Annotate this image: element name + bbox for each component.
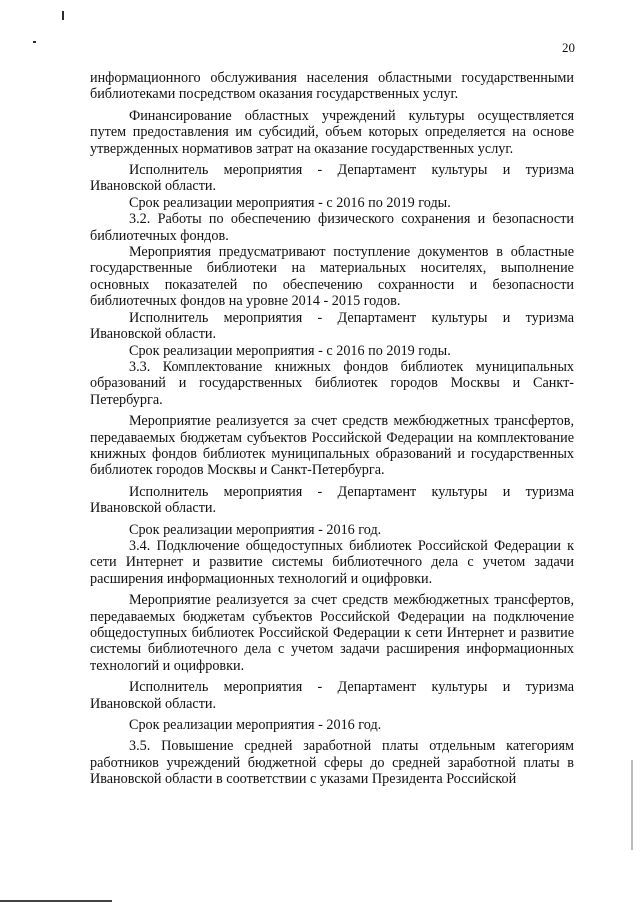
paragraph: Исполнитель мероприятия - Департамент культуры и туризма Ивановской области. bbox=[90, 162, 574, 195]
paragraph: Срок реализации мероприятия - с 2016 по 2019 годы. bbox=[129, 194, 451, 211]
paragraph: Срок реализации мероприятия - 2016 год. bbox=[129, 521, 382, 538]
paragraph: Финансирование областных учреждений культуры осуществляется путем предоставления им субсидий, объем которых определяется на основе утвержденных нормативов затрат на оказание государственных услуг. bbox=[90, 107, 574, 157]
document-body bbox=[90, 70, 574, 788]
section-heading: 3.4. Подключение общедоступных библиотек Российской Федерации к сети Интернет и развитие системы библиотечного дела с учетом задачи расширения информационных технологий и оцифровки. bbox=[90, 537, 574, 587]
paragraph: Срок реализации мероприятия - 2016 год. bbox=[129, 717, 382, 734]
paragraph: Мероприятия предусматривают поступление документов в областные государственные библиотеки на материальных носителях, выполнение основных показателей по обеспечению сохранности и безопасности библиотечных фондов на уровне 2014 - 2015 годов. bbox=[90, 244, 574, 310]
paragraph: Исполнитель мероприятия - Департамент культуры и туризма Ивановской области. bbox=[90, 679, 574, 712]
paragraph: Исполнитель мероприятия - Департамент культуры и туризма Ивановской области. bbox=[90, 483, 574, 517]
scan-mark-left bbox=[33, 41, 36, 43]
scan-mark-right-edge bbox=[631, 760, 633, 850]
paragraph: Срок реализации мероприятия - с 2016 по 2019 годы. bbox=[129, 342, 451, 359]
section-heading: 3.2. Работы по обеспечению физического сохранения и безопасности библиотечных фондов. bbox=[90, 211, 574, 244]
section-heading: 3.5. Повышение средней заработной платы отдельным категориям работников учреждений бюджетной сферы до средней заработной платы в Ивановской области в соответствии с указами Президента Российской bbox=[90, 738, 574, 788]
section-heading: 3.3. Комплектование книжных фондов библиотек муниципальных образований и государственных библиотек городов Москвы и Санкт-Петербурга. bbox=[90, 358, 574, 408]
scan-mark-bottom bbox=[0, 900, 112, 902]
page-number: 20 bbox=[562, 40, 575, 55]
paragraph: Мероприятие реализуется за счет средств межбюджетных трансфертов, передаваемых бюджетам субъектов Российской Федерации на комплектование книжных фондов библиотек муниципальных образований и государственных библиотек городов Москвы и Санкт-Петербурга. bbox=[90, 413, 574, 479]
paragraph: Исполнитель мероприятия - Департамент культуры и туризма Ивановской области. bbox=[90, 309, 574, 343]
paragraph: информационного обслуживания населения областными государственными библиотеками посредством оказания государственных услуг. bbox=[90, 70, 574, 103]
paragraph: Мероприятие реализуется за счет средств межбюджетных трансфертов, передаваемых бюджетам субъектов Российской Федерации на подключение общедоступных библиотек Российской Федерации к сети Интернет и развитие системы библиотечного дела с учетом задачи расширения информационных технологий и оцифровки. bbox=[90, 592, 574, 674]
scan-mark-top-left bbox=[62, 11, 64, 20]
